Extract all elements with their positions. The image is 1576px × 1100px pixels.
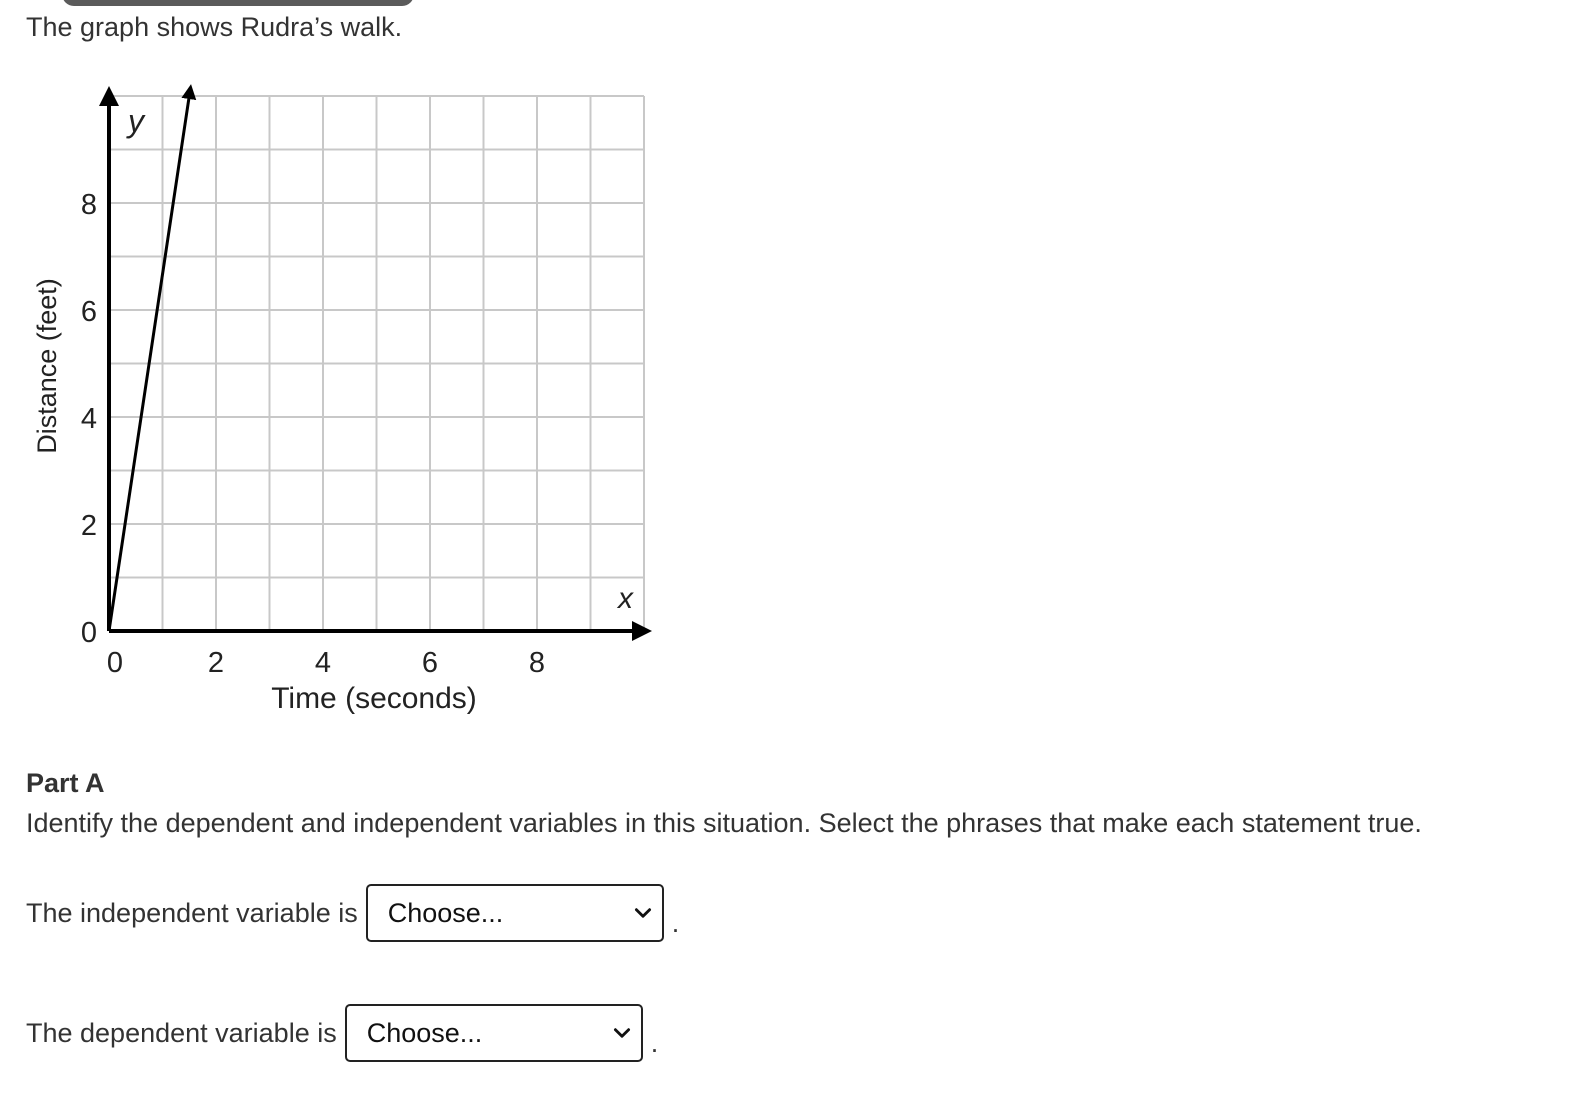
x-tick-label: 8 xyxy=(528,647,546,679)
independent-variable-statement xyxy=(26,884,679,942)
dependent-variable-selected: Choose... xyxy=(366,1017,483,1048)
chart-grid xyxy=(109,96,644,631)
x-tick-label: 0 xyxy=(106,647,124,679)
y-tick-label: 2 xyxy=(80,510,97,542)
dependent-statement-end: . xyxy=(650,1027,659,1058)
part-a-instructions: Identify the dependent and independent variables in this situation. Select the phrases that make each statement true. xyxy=(26,808,1422,838)
y-axis-label: Distance (feet) xyxy=(32,278,62,454)
dependent-variable-label: The dependent variable is xyxy=(26,1017,337,1048)
x-tick-label: 2 xyxy=(207,647,225,679)
y-tick-label: 0 xyxy=(80,617,97,649)
dependent-variable-select[interactable] xyxy=(345,1004,643,1062)
independent-statement-end: . xyxy=(671,907,680,938)
dependent-variable-statement xyxy=(26,1004,658,1062)
y-tick-label: 8 xyxy=(80,189,97,221)
x-axis-label: Time (seconds) xyxy=(271,682,477,715)
distance-time-chart xyxy=(20,80,660,730)
x-tick-label: 4 xyxy=(314,647,332,679)
y-axis-letter: y xyxy=(128,103,144,139)
x-axis-letter: x xyxy=(618,582,633,615)
chevron-down-icon xyxy=(632,902,654,924)
part-a-title: Part A xyxy=(26,768,105,798)
y-tick-label: 6 xyxy=(80,296,97,328)
question-intro: The graph shows Rudra’s walk. xyxy=(26,12,403,42)
header-bar xyxy=(62,0,414,6)
independent-variable-label: The independent variable is xyxy=(26,897,358,928)
y-tick-label: 4 xyxy=(80,403,97,435)
chevron-down-icon xyxy=(611,1022,633,1044)
independent-variable-selected: Choose... xyxy=(387,897,504,928)
x-tick-label: 6 xyxy=(421,647,439,679)
independent-variable-select[interactable] xyxy=(366,884,664,942)
chart-axes xyxy=(109,102,636,631)
chart-tick-labels xyxy=(81,189,545,679)
